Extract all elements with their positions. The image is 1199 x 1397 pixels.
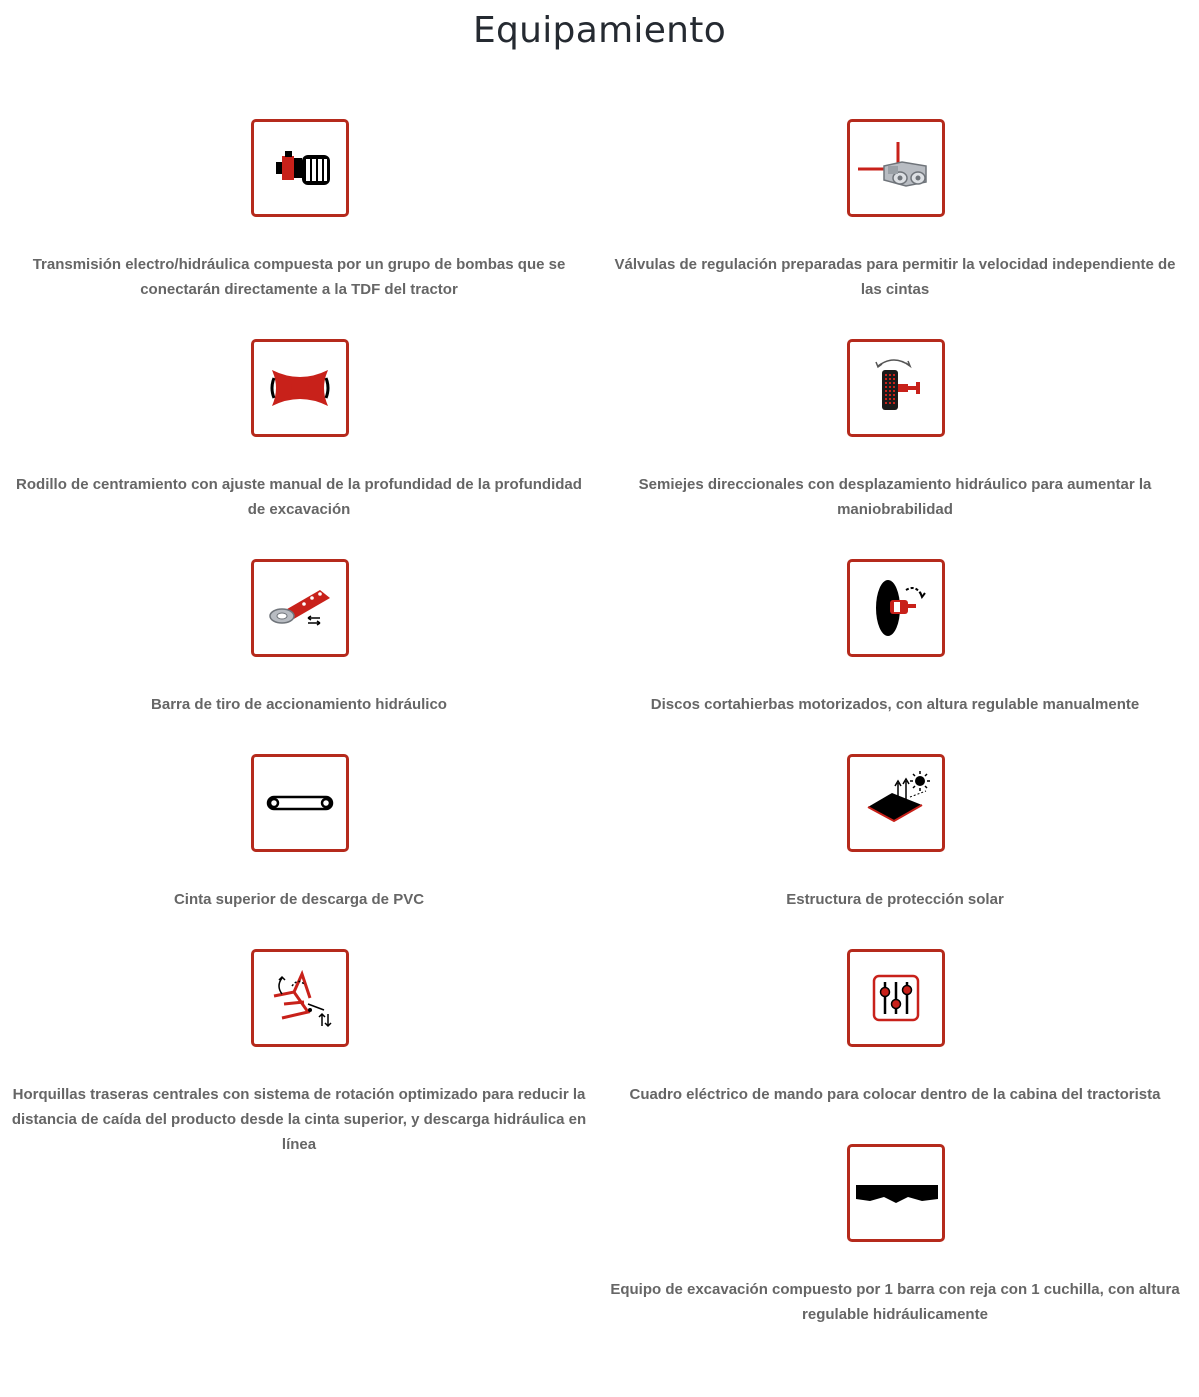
item-caption: Cinta superior de descarga de PVC xyxy=(173,891,425,908)
control-panel-icon xyxy=(850,952,942,1044)
item-icon-box xyxy=(251,949,349,1047)
item-icon-box xyxy=(251,119,349,217)
item-caption: Equipo de excavación compuesto por 1 barra con reja con 1 cuchilla, con altura regulable hidráulicamente xyxy=(610,1281,1180,1323)
item-caption: Válvulas de regulación preparadas para permitir la velocidad independiente de las cintas xyxy=(614,256,1176,298)
item-caption: Horquillas traseras centrales con sistema de rotación optimizado para reducir la distancia de caída del producto desde la cinta superior, y descarga hidráulica en línea xyxy=(11,1086,587,1153)
item-icon-box xyxy=(847,949,945,1047)
item-icon-box xyxy=(251,559,349,657)
conveyor-belt-icon xyxy=(254,757,346,849)
item-caption: Rodillo de centramiento con ajuste manual de la profundidad de la profundidad de excavación xyxy=(16,476,582,518)
steering-axle-icon xyxy=(850,342,942,434)
item-caption: Discos cortahierbas motorizados, con altura regulable manualmente xyxy=(650,696,1140,713)
cutting-disc-icon xyxy=(850,562,942,654)
hydraulic-pump-icon xyxy=(254,122,346,214)
item-caption: Transmisión electro/hidráulica compuesta por un grupo de bombas que se conectarán directamente a la TDF del tractor xyxy=(32,256,566,298)
sun-protection-icon xyxy=(850,757,942,849)
valves-icon xyxy=(850,122,942,214)
centering-roller-icon xyxy=(254,342,346,434)
item-icon-box xyxy=(847,1144,945,1242)
item-icon-box xyxy=(847,119,945,217)
item-icon-box xyxy=(847,559,945,657)
item-icon-box xyxy=(847,754,945,852)
item-caption: Estructura de protección solar xyxy=(786,891,1004,908)
rear-forks-icon xyxy=(254,952,346,1044)
digging-bar-icon xyxy=(850,1147,942,1239)
item-icon-box xyxy=(847,339,945,437)
page-title: Equipamiento xyxy=(472,10,727,51)
drawbar-icon xyxy=(254,562,346,654)
item-icon-box xyxy=(251,754,349,852)
item-caption: Cuadro eléctrico de mando para colocar dentro de la cabina del tractorista xyxy=(629,1086,1161,1103)
item-caption: Semiejes direccionales con desplazamiento hidráulico para aumentar la maniobrabilidad xyxy=(638,476,1152,518)
item-caption: Barra de tiro de accionamiento hidráulico xyxy=(151,696,447,713)
item-icon-box xyxy=(251,339,349,437)
